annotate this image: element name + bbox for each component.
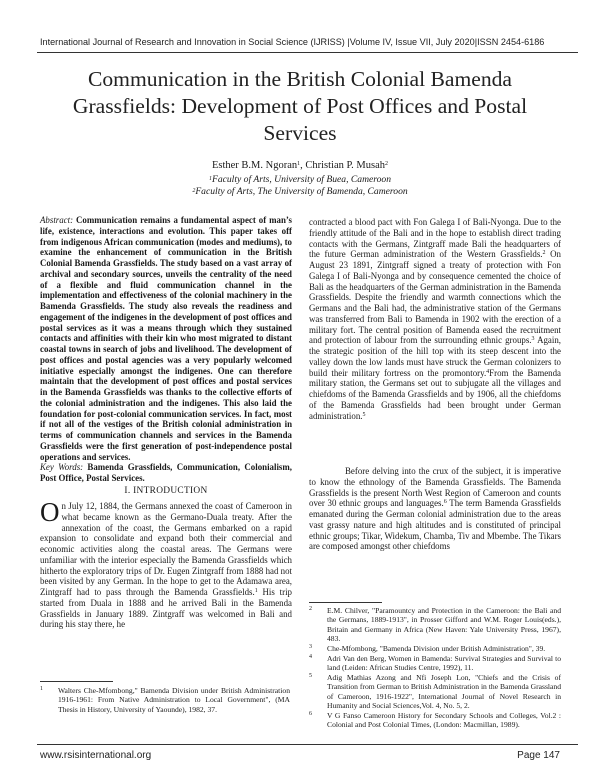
footnote-number: 3 [309,644,312,650]
footer-url: www.rsisinternational.org [40,750,152,761]
para-text: On August 23 1891, Zintgraff signed a treaty of protection with Fon Galega I of Bali-Nyonga and by consequence cemented the choice of Bali as the headquarters of the German administration in the Bamenda Grassfields. Despite the friendly and warmth connections which the Germans and the Bali had, the administrative station of the Germans was transferred from Bali to Bamenda in 1902 with the erection of a military fort. The central position of Bamenda eased the recruitment and protection of labour from the surrounding ethnic groups. [309,249,561,346]
footnote-number: 5 [309,673,312,679]
footnote-ref: 4 [486,368,490,375]
title-line: Communication in the British Colonial Bamenda [87,67,513,91]
para-text: From the Bamenda military station, the Germans set out to subjugate all the villages and chiefdoms of the Bamenda Grassfields and by 1906, all the chiefdoms of the Bamenda Grassfields had been brought under German administration. [309,367,561,421]
footnote-number: 6 [309,711,312,717]
affil-text: Faculty of Arts, University of Buea, Cameroon [211,174,392,185]
right-paragraph-2 [309,466,561,552]
paper-title [40,66,560,147]
footnote-number: 4 [309,654,312,660]
footnote-text: Che-Mfombong, "Bamenda Division under British Administration", 39. [327,644,546,653]
footnote-text: Adig Mathias Azong and Nfi Joseph Lon, "Chiefs and the Crisis of Transition from German to British Administration in the Bamenda Grassland of Cameroon, 1916-1922", International Journal of Novel Research in Humanity and Social Sciences,Vol. 4, No. 5, 2. [327,673,561,710]
intro-text-part: n July 12, 1884, the Germans annexed the coast of Cameroon in what became known as the Germano-Duala treaty. After the annexation of the coast, the Germans embarked on a rapid expansion to consolidate and expand both their commercial and economic activities along the coastal areas. The Germans were unfamiliar with the interior especially the Bamenda Grassfields which hitherto the exploratory trips of Dr. Eugen Zintgraff from 1888 had not been visited by any German. In the hope to get to the Adamawa area, Zintgraff had to pass through the Bamenda Grassfields. [40,501,292,597]
footnote-text: V G Fanso Cameroon History for Secondary Schools and Colleges, Vol.2 : Colonial and Post Colonial Times, (London: Macmillan, 1989). [327,711,561,730]
keywords-text: Bamenda Grassfields, Communication, Colonialism, Post Office, Postal Services. [40,462,292,483]
footnote-ref: 3 [531,336,535,343]
right-paragraph-1 [309,217,561,421]
affil-sup: 2 [192,188,196,194]
section-heading: I. INTRODUCTION [124,486,208,496]
intro-text-part: His trip started from Duala in 1888 and he arrived Bali in the Bamenda Grassfields in January 1889. Zintgraff was welcomed in Bali and during his stay there, he [40,587,292,630]
footnote-6 [309,711,561,730]
footnote-ref: 5 [362,411,366,418]
para-text: Before delving into the crux of the subject, it is imperative to know the ethnology of the Bamenda Grassfields. The Bamenda Grassfields is the present North West Region of Cameroon and counts over 30 ethnic groups and languages. [309,466,561,509]
footnote-1 [40,686,290,714]
author-sup: 1 [297,161,301,167]
title-line: Services [263,121,337,145]
introduction-paragraph [40,497,292,630]
abstract-label: Abstract: [40,215,74,225]
page-number: Page 147 [517,750,560,761]
abstract-text: Communication remains a fundamental aspect of man’s life, existence, interactions and evolution. This paper takes off from indigenous African communication (modes and mediums), to examine the enhancement of communication in the British Colonial Bamenda Grassfields. The study based on a vast array of archival and secondary sources, unveils the centrality of the need of a flexible and fluid communication channel in the implementation and effectiveness of the colonial machinery in the Bamenda Grassfields. The study also reveals the readiness and engagement of the indigenes in the development of post offices and postal services as it was a means through which they sustained contacts and affinities with their kin who most migrated to distant coastal towns in search of jobs and livelihood. The development of post offices and postal agencies was a very popularly welcomed initiative especially amongst the indigenes. One can therefore maintain that the development of post offices and postal services in the Bamenda Grassfields was thanks to the collective efforts of the colonial administration and the indigenes. This also laid the foundation for post-colonial communication services. In fact, most if not all of the vestiges of the British colonial administration in terms of communication channels and services in the Bamenda Grassfields were the first generation of post-independence postal operations and services. [40,215,292,462]
affiliation-1 [40,174,560,186]
intro-text [40,497,292,630]
author-name: Esther B.M. Ngoran [211,160,298,171]
footnote-5 [309,673,561,710]
author-list [40,159,560,172]
abstract [40,215,292,462]
journal-header: International Journal of Research and Innovation in Social Science (IJRISS) |Volume IV, Issue VII, July 2020|ISSN 2454-6186 [40,37,545,47]
affiliation-2 [40,186,560,198]
author-name: , Christian P. Musah [300,160,386,171]
footnote-4 [309,654,561,673]
drop-cap: O [40,497,60,527]
keywords-label: Key Words: [40,462,84,472]
footnote-3 [309,644,561,653]
footnote-number: 2 [309,606,312,612]
footer-rule [37,744,578,745]
footnote-ref: 6 [443,499,447,506]
para-text: The term Bamenda Grassfields emanated during the German colonial administration due to the areas vast grassy nature and high altitudes and is constituted of principal ethnic groups; Tikar, Widekum, Chamba, Tiv and Mbembe. The Tikars are composed amongst other chiefdoms [309,498,561,552]
para-text: contracted a blood pact with Fon Galega I of Bali-Nyonga. Due to the friendly attitude of the Bali and in the hope to establish direct trading contacts with the Germans, Zintgraff made Bali the headquarters of the future German administration of the Western Grassfields. [309,217,561,260]
footnote-text: Walters Che-Mfombong," Bamenda Division under British Administration 1916-1961: From Native Administration to Local Government", (MA Thesis in History, University of Yaounde), 1982, 37. [58,686,290,714]
keywords [40,462,292,484]
affil-sup: 1 [208,176,212,182]
header-rule [37,52,578,53]
footnote-ref: 2 [542,250,546,257]
footnote-ref: 1 [254,588,258,594]
affil-text: Faculty of Arts, The University of Bamenda, Cameroon [195,186,408,197]
footnote-rule-left [40,681,113,682]
footnote-number: 1 [40,686,43,692]
author-sup: 2 [385,161,389,167]
footnote-text: Adri Van den Berg, Women in Bamenda: Survival Strategies and Survival to land (Leiden: African Studies Centre, 1992), 11. [327,654,561,673]
title-line: Grassfields: Development of Post Offices and Postal [72,94,528,118]
footnote-rule-right [309,602,382,603]
footnote-2 [309,606,561,643]
footnote-text: E.M. Chilver, "Paramountcy and Protection in the Cameroon: the Bali and the Germans, 1889-1913", in Prosser Gifford and W.M. Roger Louis(eds.), Britain and Germany in Africa (New Haven: Yale University Press, 1967), 483. [327,606,561,643]
para-text: Again, the strategic position of the hill top with its steep descent into the valley down the low lands must have struck the German colonizers to build their military fortress on the promontory. [309,335,561,378]
